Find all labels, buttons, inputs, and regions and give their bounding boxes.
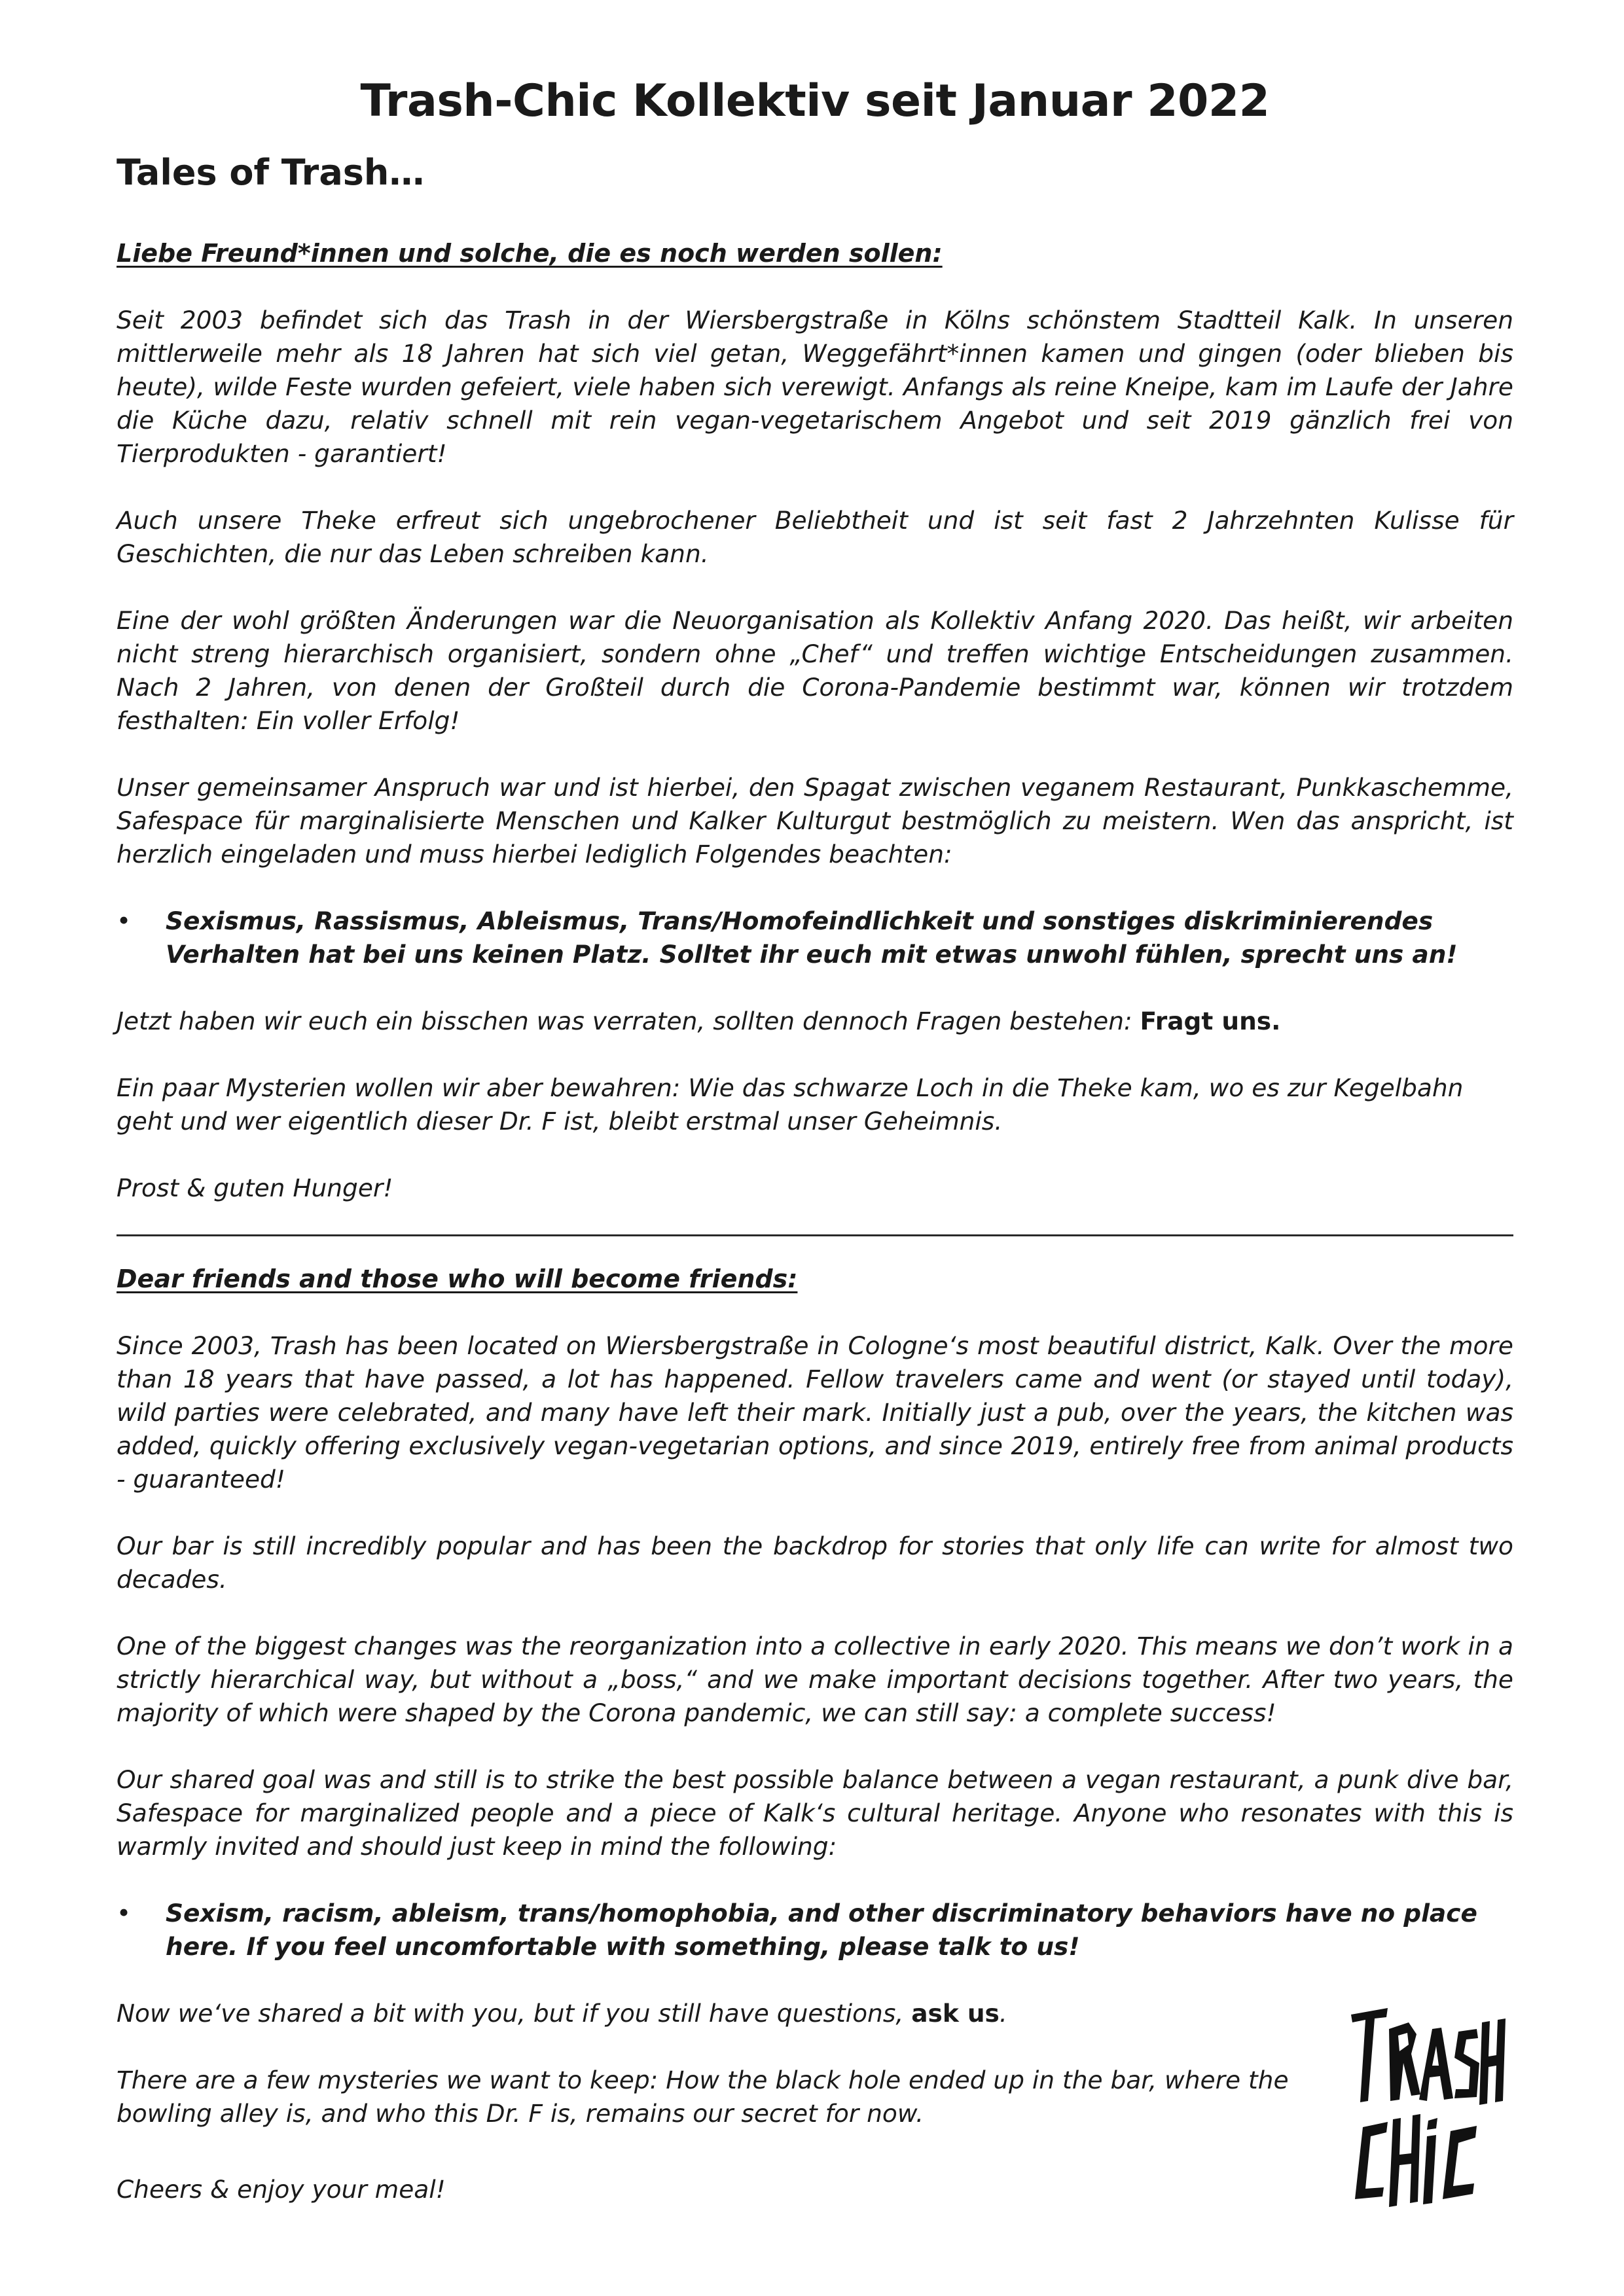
english-greeting: Dear friends and those who will become friends:	[117, 1265, 798, 1293]
page-subtitle: Tales of Trash…	[117, 152, 425, 193]
german-p5-text: Jetzt haben wir euch ein bisschen was verraten, sollten dennoch Fragen bestehen:	[117, 1007, 1140, 1035]
english-p5-text: Now we‘ve shared a bit with you, but if you still have questions,	[117, 1999, 912, 2028]
trash-chic-logo	[1348, 2003, 1506, 2219]
german-paragraph-5	[117, 1005, 1513, 1038]
german-greeting: Liebe Freund*innen und solche, die es noch werden sollen:	[117, 239, 943, 268]
german-paragraph-4: Unser gemeinsamer Anspruch war und ist hierbei, den Spagat zwischen veganem Restaurant, Punkkaschemme, Safespace für marginalisierte Menschen und Kalker Kulturgut bestmöglich zu meistern. Wen das anspricht, ist herzlich eingeladen und muss hierbei lediglich Folgendes beachten:	[117, 773, 1513, 869]
english-paragraph-2: Our bar is still incredibly popular and has been the backdrop for stories that only life can write for almost two decades.	[117, 1532, 1513, 1594]
german-closing: Prost & guten Hunger!	[117, 1174, 393, 1202]
german-paragraph-6: Ein paar Mysterien wollen wir aber bewahren: Wie das schwarze Loch in die Theke kam, wo es zur Kegelbahn geht und wer eigentlich dieser Dr. F ist, bleibt erstmal unser Geheimnis.	[117, 1073, 1464, 1136]
german-paragraph-1: Seit 2003 befindet sich das Trash in der Wiersbergstraße in Kölns schönstem Stadtteil Kalk. In unseren mittlerweile mehr als 18 Jahren hat sich viel getan, Weggefährt*innen kamen und gingen (oder blieben bis heute), wilde Feste wurden gefeiert, viele haben sich verewigt. Anfangs als reine Kneipe, kam im Laufe der Jahre die Küche dazu, relativ schnell mit rein vegan-vegetarischem Angebot und seit 2019 gänzlich frei von Tierprodukten - garantiert!	[117, 306, 1513, 468]
page-title: Trash-Chic Kollektiv seit Januar 2022	[360, 75, 1270, 127]
german-bullet-text: Sexismus, Rassismus, Ableismus, Trans/Homofeindlichkeit und sonstiges diskriminierendes Verhalten hat bei uns keinen Platz. Solltet ihr euch mit etwas unwohl fühlen, sprecht uns an!	[166, 906, 1458, 969]
english-bullet-item	[117, 1897, 1513, 1964]
english-paragraph-4: Our shared goal was and still is to strike the best possible balance between a vegan restaurant, a punk dive bar, Safespace for marginalized people and a piece of Kalk‘s cultural heritage. Anyone who resonates with this is warmly invited and should just keep in mind the following:	[117, 1765, 1513, 1861]
english-paragraph-1: Since 2003, Trash has been located on Wiersbergstraße in Cologne‘s most beautiful district, Kalk. Over the more than 18 years that have passed, a lot has happened. Fellow travelers came and went (or stayed until today), wild parties were celebrated, and many have left their mark. Initially just a pub, over the years, the kitchen was added, quickly offering exclusively vegan-vegetarian options, and since 2019, entirely free from animal products - guaranteed!	[117, 1331, 1513, 1494]
english-bullet-text: Sexism, racism, ableism, trans/homophobia, and other discriminatory behaviors have no place here. If you feel uncomfortable with something, please talk to us!	[166, 1899, 1477, 1961]
english-p5-end: .	[999, 1999, 1007, 2028]
bullet-marker: •	[117, 906, 132, 935]
section-divider	[117, 1234, 1513, 1236]
english-closing: Cheers & enjoy your meal!	[117, 2175, 446, 2204]
bullet-marker: •	[117, 1899, 132, 1928]
english-paragraph-5	[117, 1997, 1513, 2030]
german-bullet-item	[117, 905, 1513, 971]
english-ask-us: ask us	[911, 1999, 1000, 2028]
english-paragraph-6: There are a few mysteries we want to keep: How the black hole ended up in the bar, where the bowling alley is, and who this Dr. F is, remains our secret for now.	[117, 2066, 1289, 2128]
logo-lettering	[1351, 2008, 1506, 2207]
german-ask-us: Fragt uns.	[1140, 1007, 1281, 1035]
document-page	[117, 72, 1513, 2130]
german-paragraph-3: Eine der wohl größten Änderungen war die Neuorganisation als Kollektiv Anfang 2020. Das heißt, wir arbeiten nicht streng hierarchisch organisiert, sondern ohne „Chef“ und treffen wichtige Entscheidungen zusammen. Nach 2 Jahren, von denen der Großteil durch die Corona-Pandemie bestimmt war, können wir trotzdem festhalten: Ein voller Erfolg!	[117, 606, 1513, 735]
german-paragraph-2: Auch unsere Theke erfreut sich ungebrochener Beliebtheit und ist seit fast 2 Jahrzehnten Kulisse für Geschichten, die nur das Leben schreiben kann.	[117, 506, 1513, 568]
english-paragraph-3: One of the biggest changes was the reorganization into a collective in early 2020. This means we don’t work in a strictly hierarchical way, but without a „boss,“ and we make important decisions together. After two years, the majority of which were shaped by the Corona pandemic, we can still say: a complete success!	[117, 1632, 1513, 1727]
